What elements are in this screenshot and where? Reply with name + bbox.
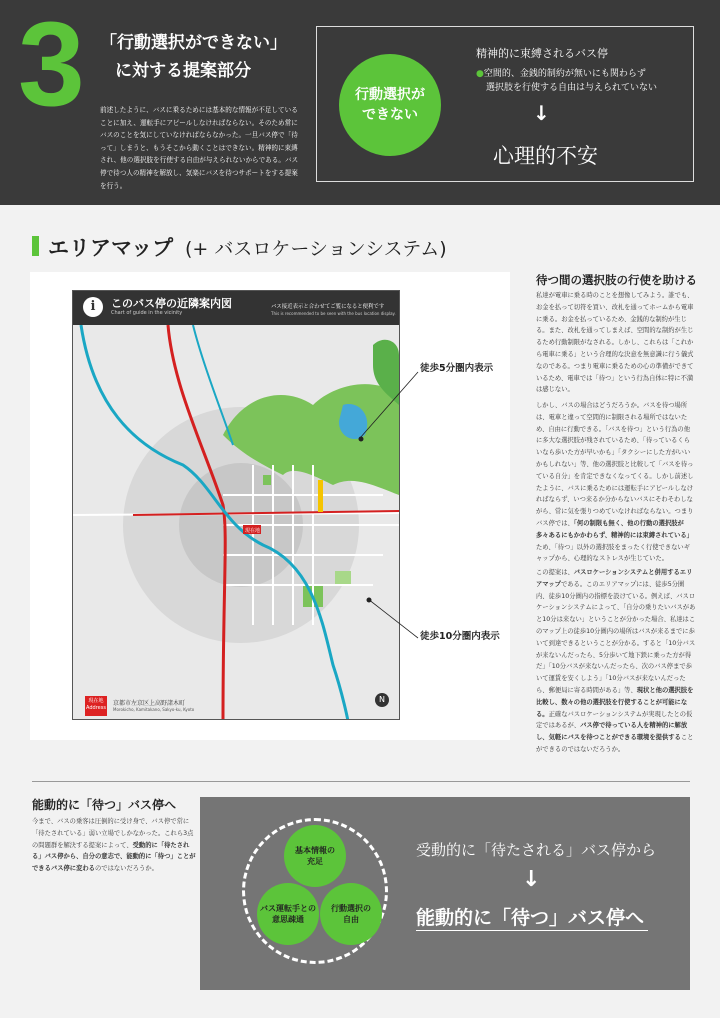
side-p3-a: この提案は、 bbox=[536, 569, 574, 576]
circle-action-freedom bbox=[320, 883, 382, 945]
address-text: 京都市左京区上高野諸木町 bbox=[113, 700, 186, 707]
info-icon: i bbox=[83, 297, 103, 317]
problem-circle-line2: できない bbox=[362, 107, 418, 123]
problem-circle-line1: 行動選択が bbox=[355, 87, 425, 103]
problem-title: 精神的に束縛されるバス停 bbox=[476, 47, 608, 60]
bottom-text-1: 今まで、バスの乗客は圧倒的に受け身で、バス停で常に「待たされている」弱い立場でしかなかった。これら3点の問題群を解決する提案によって、 bbox=[32, 818, 194, 849]
map-title-en: Chart of guide in the vicinity bbox=[111, 310, 183, 316]
section-divider bbox=[32, 781, 690, 782]
circle-driver-line1: バス運転手との bbox=[260, 904, 316, 913]
conclusion-underline bbox=[416, 930, 648, 931]
circle-basic-info bbox=[284, 825, 346, 887]
circle-driver-line2: 意思疎通 bbox=[272, 915, 304, 924]
green-dot-icon: ● bbox=[476, 69, 484, 79]
current-location-label: 現在地 bbox=[245, 528, 261, 534]
side-paragraph-2 bbox=[536, 400, 696, 565]
side-p3-g: ことができるのではないだろうか。 bbox=[536, 734, 694, 753]
map-note-en: This is recommended to be seen with the bus location display. bbox=[271, 311, 396, 316]
side-paragraph-3 bbox=[536, 567, 696, 756]
circle-freedom-line1: 行動選択の bbox=[331, 904, 371, 913]
circle-driver-communication bbox=[257, 883, 319, 945]
side-p3-f: バス停で待っている人を精神的に解放し、気軽にバスを待つことができる環境を提供する bbox=[536, 722, 688, 742]
bottom-text bbox=[32, 816, 197, 875]
map-note: バス接近表示と合わせてご覧になると便利です bbox=[271, 304, 385, 310]
side-p2-c: ため、「待つ」以外の選択肢をまったく行使できないギャップから、心理的なストレスが生じていた。 bbox=[536, 543, 691, 563]
down-arrow-icon: ↓ bbox=[533, 101, 550, 125]
section-title-line1: 「行動選択ができない」 bbox=[100, 33, 287, 53]
circle-basic-info-line1: 基本情報の bbox=[295, 846, 335, 855]
conclusion-box bbox=[200, 797, 690, 990]
section-number: 3 bbox=[18, 0, 85, 131]
side-p3-c: である。このエリアマップには、徒歩5分圏内、徒歩10分圏内の指標を設けている。例えば、バスロケーションシステムによって、「自分の乗りたいバスがあと10分は来ない」ということが分かった場合、私達はこのマップ上の徒歩10分圏内の場所はバスが来るまでに歩いて到達できるということが分かる。すると「10分バスが来ないんだったら、5分歩いて地下鉄に乗った方が得だ」「10分バスが来ないんだったら、次のバス停まで歩いて運賃を安くしよう」「10分バスが来ないんだったら、郵便局に寄る時間がある」等、 bbox=[536, 580, 696, 694]
address-text-en: Morokicho, Kamitakano, Sakyo-ku, Kyoto bbox=[113, 707, 195, 712]
walk10-label: 徒歩10分圏内表示 bbox=[420, 631, 500, 642]
down-arrow-icon: ↓ bbox=[522, 867, 541, 892]
walk10-leader bbox=[368, 599, 418, 638]
bottom-text-2: 受動的に「待たされる」バス停から、自分の意志で、能動的に「待つ」ことができるバス停に変わる bbox=[32, 841, 196, 873]
side-p3-e: 正確なバスロケーションシステムが実現したとの仮定ではあるが、 bbox=[536, 710, 693, 730]
north-icon: N bbox=[375, 693, 389, 707]
side-title: 待つ間の選択肢の行使を助ける bbox=[536, 273, 697, 287]
map-title: このバス停の近隣案内図 bbox=[111, 297, 232, 310]
side-p3-d: 現状と他の選択肢を比較し、数々の他の選択肢を行使することが可能になる。 bbox=[536, 686, 694, 718]
conclusion-from: 受動的に「待たされる」バス停から bbox=[416, 841, 657, 859]
problem-line2: 選択肢を行使する自由は与えられていない bbox=[486, 83, 658, 93]
problem-line1-text: 空間的、金銭的制約が無いにも関わらず bbox=[483, 69, 646, 79]
area-map-title: エリアマップ bbox=[48, 236, 174, 260]
side-paragraph-1: 私達が電車に乗る時のことを想像してみよう。誰でも、お金を払って切符を買い、改札を通ってホームから電車に乗る。お金を払っているため、金銭的な制約が生じる。また、改札を通ってしまえば、空間的な制約が生じるため行動制限がなされる。しかし、これらは「これから電車に乗る」という合理的な決意を無意識に行う儀式なのである。つまり電車に乗るための心の準備ができているため、電車では「待つ」という行為自体に特に不満は感じない。 bbox=[536, 292, 694, 394]
address-badge: 現在地 Address bbox=[85, 696, 107, 716]
walk5-leader bbox=[360, 372, 418, 438]
side-p3-b: バスロケーションシステムと併用するエリアマップ bbox=[536, 569, 693, 588]
area-map-subtitle: (+ バスロケーションシステム) bbox=[185, 238, 447, 260]
side-p2-a: しかし、バスの場合はどうだろうか。バスを待つ場所は、電車と違って空間的に制限される場所ではないため、自由に行動できる。「バスを待つ」という行為の他に多大な選択肢が残されているため、「待っているくらいなら歩いた方が早いかも」「タクシーにした方がいいかもしれない」等、他の選択肢と比較して「バスを待っている自分」を肯定できなくなってくる。しかし前述したように、バスに乗るためには運転手にアピールしなければならず、いつ来るか分からないバスにそわそわしながら、常に気を張りつめていなければならない。つまりバス停では、 bbox=[536, 402, 694, 527]
walk5-label: 徒歩5分圏内表示 bbox=[420, 363, 494, 374]
bottom-text-3: のではないだろうか。 bbox=[94, 865, 158, 873]
bottom-title: 能動的に「待つ」バス停へ bbox=[32, 798, 177, 812]
intro-text: 前述したように、バスに乗るためには基本的な情報が不足していることに加え、運転手にアピールしなければならない。そのため常にバスのことを気にしていなければならなかった。一旦バス停で「待って」しまうと、もうそこから動くことはできない。精神的に束縛され、他の選択肢を行使する自由が与えられないからである。バス停で待つ人の精神を解放し、気楽にバスを待つサポートをする提案を行う。 bbox=[100, 106, 299, 190]
side-p2-b: 「何の制限も無く、他の行動の選択肢が多々あるにもかかわらず、精神的には束縛されている」 bbox=[536, 519, 693, 539]
section-title-line2: に対する提案部分 bbox=[115, 61, 251, 81]
circle-basic-info-line2: 充足 bbox=[307, 857, 323, 866]
circle-freedom-line2: 自由 bbox=[343, 915, 359, 924]
conclusion-to: 能動的に「待つ」バス停へ bbox=[416, 907, 645, 929]
problem-result: 心理的不安 bbox=[493, 144, 598, 168]
